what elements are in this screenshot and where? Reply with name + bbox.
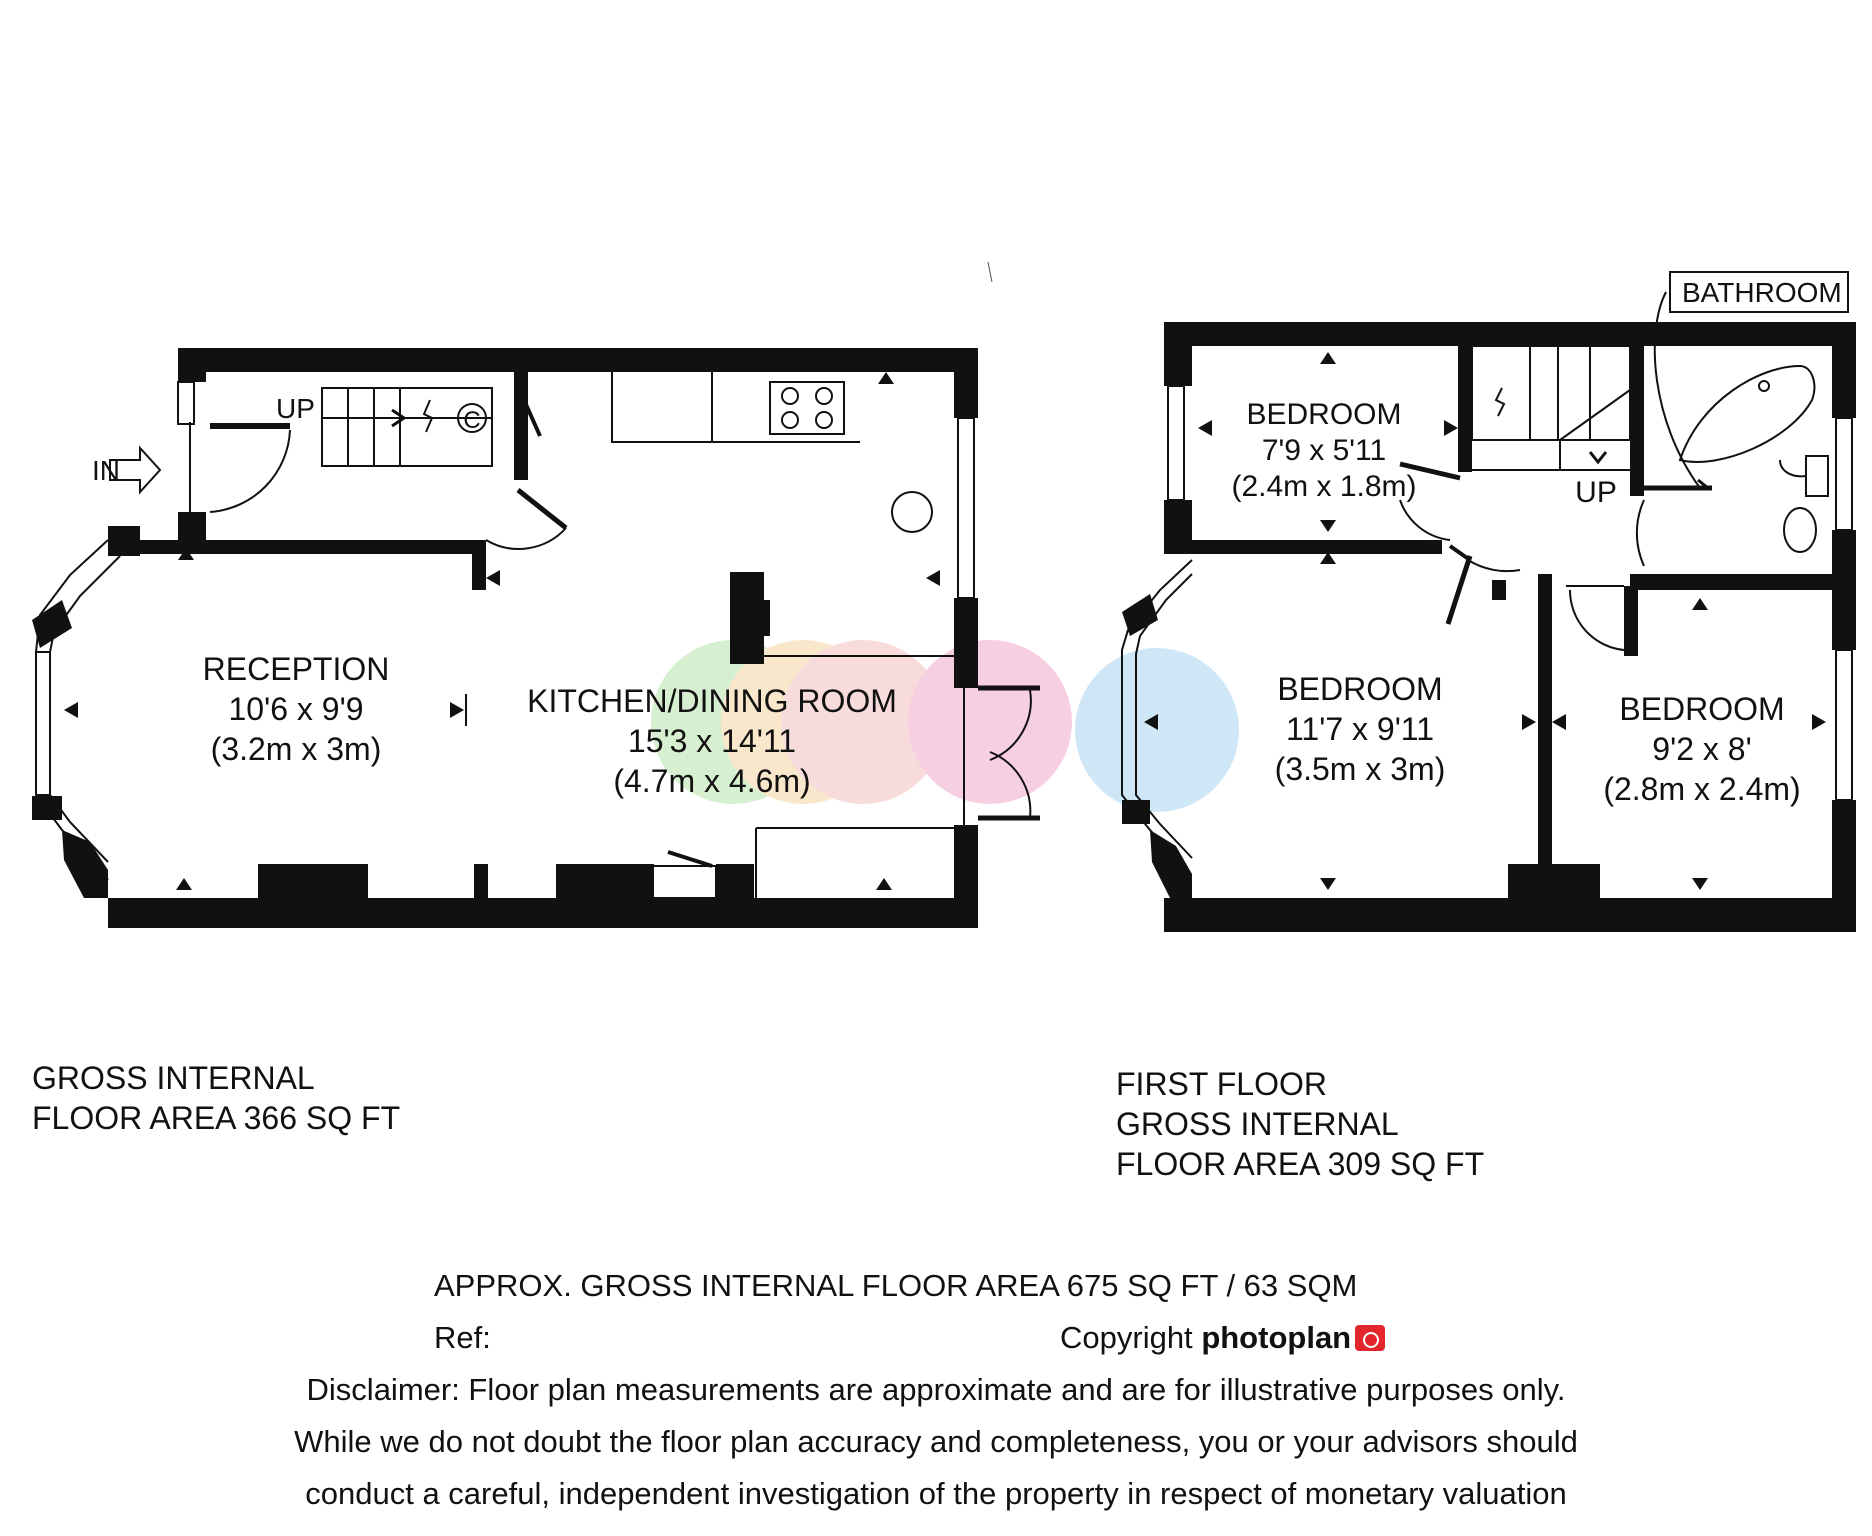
bedroom-large-metric: (3.5m x 3m) bbox=[1274, 751, 1446, 787]
reception-imperial: 10'6 x 9'9 bbox=[228, 691, 364, 727]
copyright-label: Copyright bbox=[1060, 1320, 1193, 1355]
kitchen-imperial: 15'3 x 14'11 bbox=[627, 723, 797, 759]
ground-floor-lines bbox=[36, 372, 1040, 898]
first-floor-plan bbox=[1122, 322, 1856, 932]
bedroom-medium-imperial: 9'2 x 8' bbox=[1652, 731, 1752, 767]
bedroom-large-name: BEDROOM bbox=[1277, 671, 1443, 707]
cupboard-label: C bbox=[463, 407, 481, 434]
bedroom-small-name: BEDROOM bbox=[1246, 398, 1402, 431]
dimension-markers bbox=[64, 372, 940, 890]
ground-floor-area bbox=[32, 1058, 400, 1138]
camera-icon bbox=[1355, 1325, 1385, 1351]
total-area: APPROX. GROSS INTERNAL FLOOR AREA 675 SQ FT / 63 SQM bbox=[434, 1268, 1358, 1303]
disclaimer-line-2: While we do not doubt the floor plan accuracy and completeness, you or your advisors should bbox=[294, 1424, 1578, 1459]
ref-label: Ref: bbox=[434, 1320, 491, 1355]
stairs-up-label: UP bbox=[276, 393, 315, 424]
brand-suffix: plan bbox=[1287, 1320, 1352, 1355]
bedroom-medium-metric: (2.8m x 2.4m) bbox=[1603, 771, 1801, 807]
disclaimer-line-1: Disclaimer: Floor plan measurements are approximate and are for illustrative purposes only. bbox=[306, 1372, 1566, 1407]
brand-logo bbox=[1201, 1320, 1351, 1355]
bedroom-small-imperial: 7'9 x 5'11 bbox=[1261, 434, 1387, 467]
bathroom-label: BATHROOM bbox=[1682, 277, 1842, 308]
bedroom-large-imperial: 11'7 x 9'11 bbox=[1285, 711, 1435, 747]
first-area-line-3: FLOOR AREA 309 SQ FT bbox=[1116, 1146, 1485, 1182]
first-area-line-2: GROSS INTERNAL bbox=[1116, 1106, 1399, 1142]
first-floor-dimension-markers bbox=[1144, 352, 1826, 890]
first-stairs-up-label: UP bbox=[1575, 476, 1617, 509]
bedroom-medium-name: BEDROOM bbox=[1619, 691, 1785, 727]
bedroom-small-metric: (2.4m x 1.8m) bbox=[1231, 470, 1417, 503]
kitchen-name: KITCHEN/DINING ROOM bbox=[527, 683, 897, 719]
reception-metric: (3.2m x 3m) bbox=[210, 731, 382, 767]
entrance-label: IN bbox=[92, 455, 120, 486]
reception-name: RECEPTION bbox=[202, 651, 390, 687]
brand-prefix: photo bbox=[1201, 1320, 1288, 1355]
ground-area-line-2: FLOOR AREA 366 SQ FT bbox=[32, 1100, 401, 1136]
kitchen-metric: (4.7m x 4.6m) bbox=[613, 763, 811, 799]
copyright-line bbox=[1060, 1318, 1385, 1358]
first-floor-area bbox=[1116, 1064, 1484, 1184]
disclaimer-line-3: conduct a careful, independent investigation of the property in respect of monetary valuation bbox=[305, 1476, 1567, 1511]
first-area-line-1: FIRST FLOOR bbox=[1116, 1066, 1327, 1102]
stray-mark bbox=[988, 262, 992, 282]
ground-area-line-1: GROSS INTERNAL bbox=[32, 1060, 315, 1096]
ground-floor-labels bbox=[92, 393, 897, 799]
